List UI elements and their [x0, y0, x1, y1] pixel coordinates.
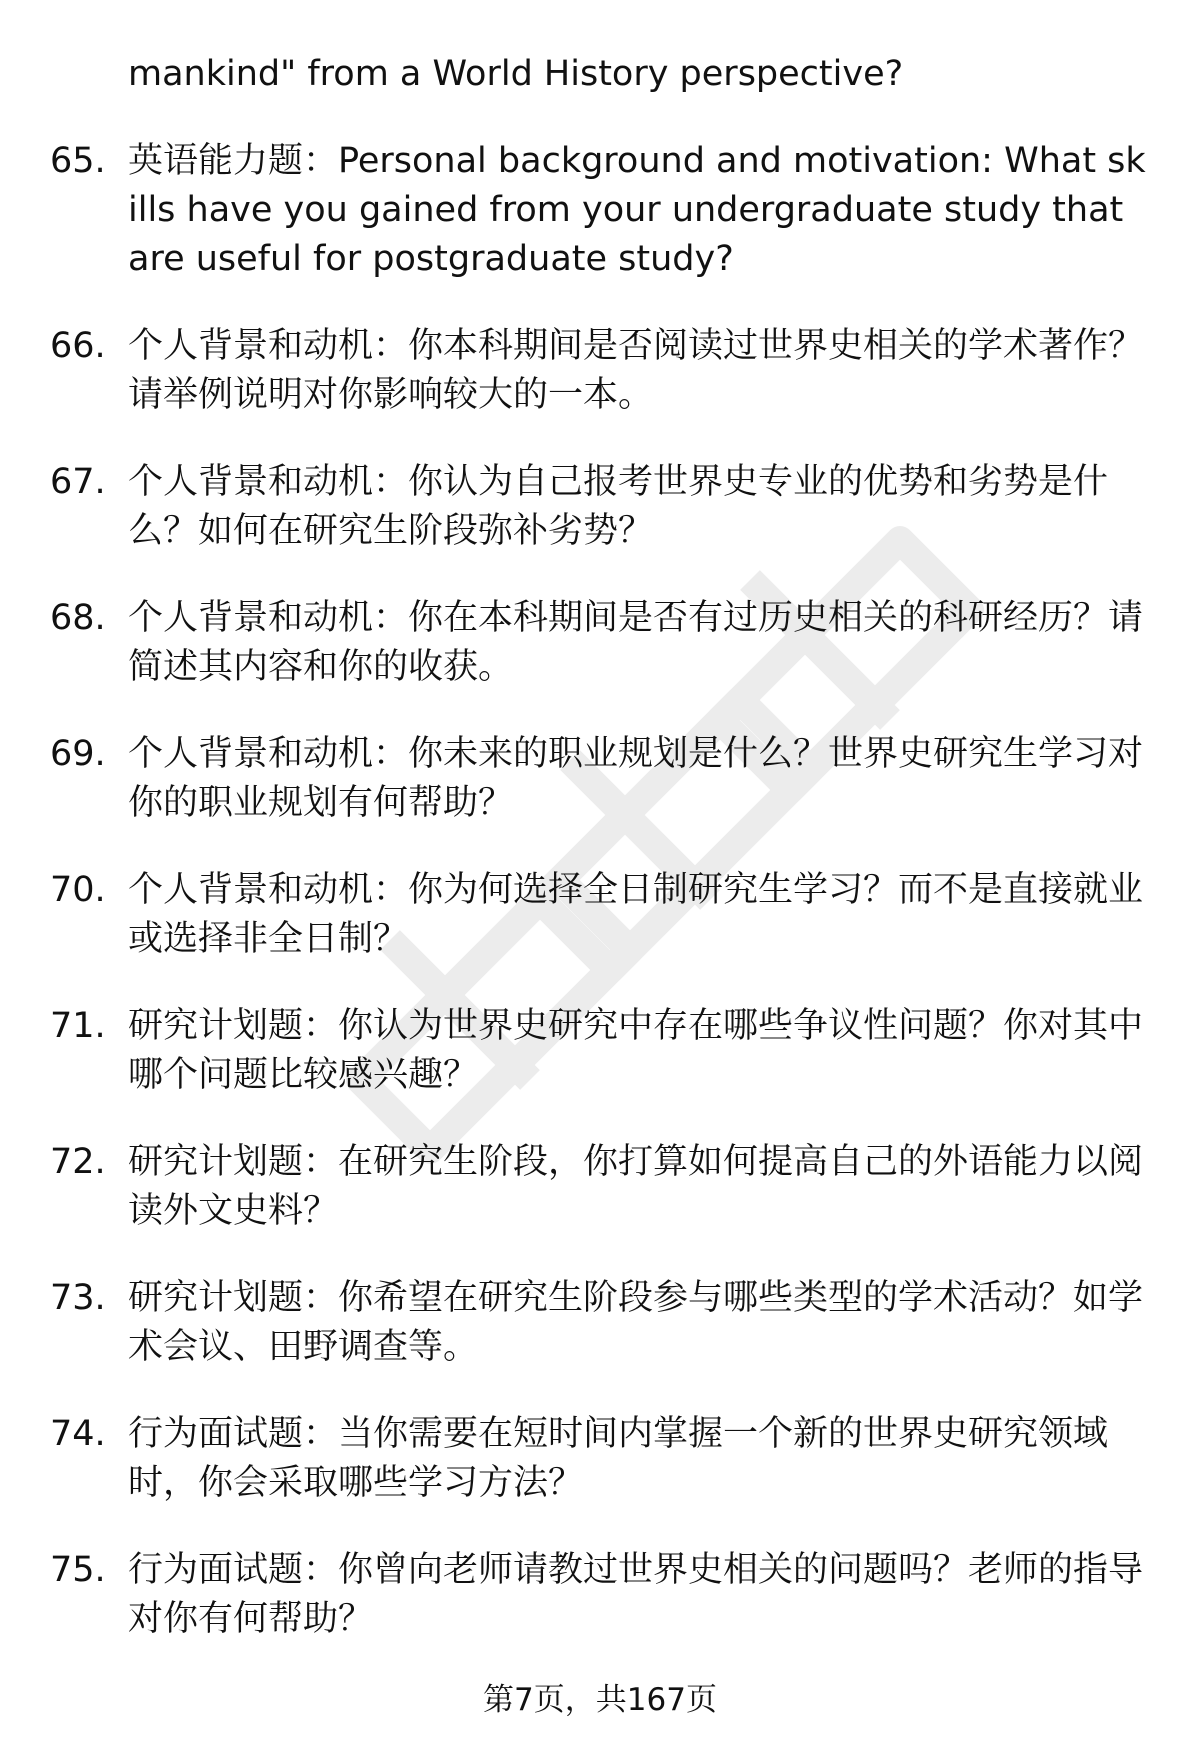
page-footer: 第7页，共167页: [483, 1682, 717, 1718]
list-item: [0, 730, 1200, 828]
question-text: 个人背景和动机：你未来的职业规划是什么？世界史研究生学习对你的职业规划有何帮助？: [128, 734, 1144, 823]
question-text: 个人背景和动机：你在本科期间是否有过历史相关的科研经历？请简述其内容和你的收获。: [128, 598, 1144, 687]
continuation-text: mankind" from a World History perspective?: [128, 54, 904, 94]
question-text: 个人背景和动机：你认为自己报考世界史专业的优势和劣势是什么？如何在研究生阶段弥补劣势？: [128, 462, 1109, 551]
question-text: 个人背景和动机：你为何选择全日制研究生学习？而不是直接就业或选择非全日制？: [128, 870, 1144, 959]
question-text: 研究计划题：你认为世界史研究中存在哪些争议性问题？你对其中哪个问题比较感兴趣？: [128, 1006, 1144, 1095]
question-number: 74.: [50, 1414, 106, 1454]
question-text: 英语能力题：Personal background and motivation: What skills have you gained from your undergraduate study that are useful for postgraduate study?: [128, 141, 1146, 279]
question-number: 73.: [50, 1278, 106, 1318]
question-text: 研究计划题：在研究生阶段，你打算如何提高自己的外语能力以阅读外文史料？: [128, 1142, 1144, 1231]
list-item: [0, 594, 1200, 692]
question-text: 个人背景和动机：你本科期间是否阅读过世界史相关的学术著作？请举例说明对你影响较大的一本。: [128, 326, 1144, 415]
list-item: [0, 322, 1200, 420]
list-item: [0, 866, 1200, 964]
list-item: [0, 1002, 1200, 1100]
question-list: [0, 50, 1200, 1682]
list-item: [0, 1546, 1200, 1644]
question-number: 71.: [50, 1006, 106, 1046]
list-item: [0, 458, 1200, 556]
question-text: 行为面试题：你曾向老师请教过世界史相关的问题吗？老师的指导对你有何帮助？: [128, 1550, 1144, 1639]
list-item: [0, 1138, 1200, 1236]
question-number: 66.: [50, 326, 106, 366]
question-number: 69.: [50, 734, 106, 774]
question-number: 68.: [50, 598, 106, 638]
question-text: 研究计划题：你希望在研究生阶段参与哪些类型的学术活动？如学术会议、田野调查等。: [128, 1278, 1144, 1367]
question-number: 65.: [50, 141, 106, 181]
question-number: 70.: [50, 870, 106, 910]
list-item: [0, 1410, 1200, 1508]
question-text: 行为面试题：当你需要在短时间内掌握一个新的世界史研究领域时，你会采取哪些学习方法？: [128, 1414, 1109, 1503]
question-number: 72.: [50, 1142, 106, 1182]
list-item: [0, 137, 1200, 284]
question-number: 75.: [50, 1550, 106, 1590]
list-item: [0, 1274, 1200, 1372]
list-item-continuation: [0, 50, 1200, 99]
question-number: 67.: [50, 462, 106, 502]
